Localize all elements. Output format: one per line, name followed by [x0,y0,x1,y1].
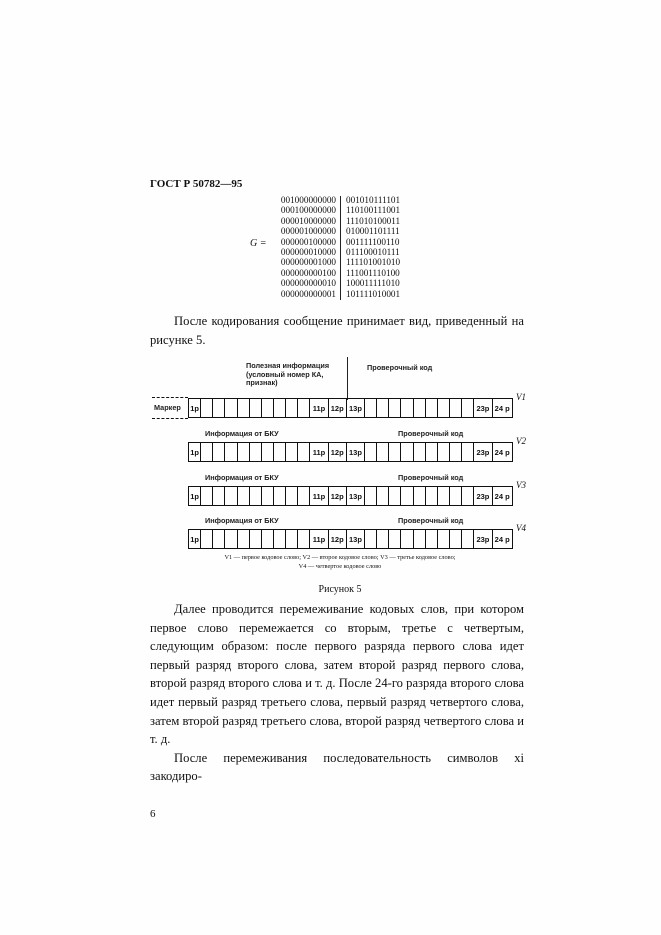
bit-cell [426,487,438,505]
bit-cell [225,487,237,505]
bit-cell [286,530,298,548]
bit-cell [365,487,377,505]
bit-cell [438,443,450,461]
bit-cell: 13р [347,530,365,548]
bit-cell [401,399,413,417]
bit-cell: 24 р [494,447,510,457]
bit-cell [225,443,237,461]
bit-cell [401,443,413,461]
bit-cell [414,399,426,417]
bit-cell [462,530,474,548]
bit-cell [298,530,310,548]
bit-cell [274,443,286,461]
useful-info-label [246,362,344,388]
paragraph: После кодирования сообщение принимает вид, приведенный на рисунке 5. [150,314,524,347]
matrix-row-left: 000000000100 [280,267,336,278]
bit-cell: 1р [189,399,201,417]
bit-cell [201,443,213,461]
bit-cell: 23р [474,487,492,505]
legend-line-2: V4 — четвертое кодовое слово [298,563,382,570]
bit-cell [274,487,286,505]
bit-cell: 12р [329,443,347,461]
bit-cell [262,443,274,461]
matrix-identity-column [276,195,336,299]
bit-cell [286,487,298,505]
bit-cell [213,530,225,548]
bit-cell [450,443,462,461]
matrix-row-right: 100011111010 [346,278,400,289]
bit-cell: 12р [329,399,347,417]
bit-cell: 11р [310,530,328,548]
bit-cell [250,530,262,548]
matrix-row-left: 000100000000 [280,205,336,216]
check-code-label: Проверочный код [398,429,464,438]
paragraph: Далее проводится перемеживание кодовых слов, при котором первое слово перемежается со вторым, третье с четвертым, следующим образом: после первого разряда первого слова идет первый разряд второго слова, затем второй разряд первого слова, второй разряд второго слова и т. д. После 24-го разряда второго слова идет первый разряд третьего слова, первый разряд четвертого слова, затем второй разряд третьего слова, второй разряд четвертого слова и т. д. [150,602,524,747]
bit-cell [238,399,250,417]
codeword-row [188,486,513,506]
bit-cell [450,530,462,548]
bit-cell: 13р [347,399,365,417]
bit-cell [365,530,377,548]
bit-cell [462,399,474,417]
codeword-label: V1 [516,392,526,402]
figure-caption: Рисунок 5 [318,584,362,595]
bit-cell [438,399,450,417]
bit-cell [377,443,389,461]
matrix-parity-column [346,195,400,299]
bit-cell: 24 р [494,403,510,413]
bit-cell: 13р [347,443,365,461]
bit-cell [377,487,389,505]
bit-cell [213,399,225,417]
bit-cell [201,399,213,417]
bit-cell: 13р [347,487,365,505]
bit-cell [438,530,450,548]
bit-cell [225,530,237,548]
bit-cell: 24 р [494,491,510,501]
matrix-label: G = [250,238,267,249]
bit-cell [250,443,262,461]
bit-cell [225,399,237,417]
bit-cell [389,399,401,417]
matrix-row-left: 000010000000 [280,215,336,226]
legend-line-1: V1 — первое кодовое слово; V2 — второе кодовое слово; V3 — третье кодовое слово; [224,554,456,561]
bit-cell: 1р [189,530,201,548]
bit-cell [238,530,250,548]
bit-cell [414,530,426,548]
bit-cell [426,443,438,461]
matrix-row-right: 011100010111 [346,247,400,258]
bit-cell: 12р [329,530,347,548]
paragraph: После перемеживания последовательность символов xi закодиро- [150,750,524,784]
info-bku-label: Информация от БКУ [205,516,279,525]
bit-cell [238,487,250,505]
bit-cell [389,487,401,505]
bit-cell [365,443,377,461]
matrix-row-right: 111001110100 [346,267,400,278]
bit-cell [365,399,377,417]
info-bku-label: Информация от БКУ [205,473,279,482]
bit-cell [238,443,250,461]
marker-dashes-bottom [152,418,188,419]
bit-cell: 23р [474,443,492,461]
codeword-row [188,442,513,462]
document-header: ГОСТ Р 50782—95 [150,178,243,190]
bit-cell [438,487,450,505]
bit-cell [389,530,401,548]
bit-cell [377,530,389,548]
bit-cell [274,399,286,417]
matrix-row-right: 111010100011 [346,215,401,226]
matrix-row-left: 000000010000 [280,247,336,258]
bit-cell: 23р [474,530,492,548]
bit-cell [462,487,474,505]
bit-cell [389,443,401,461]
bit-cell [426,530,438,548]
bit-cell [201,530,213,548]
matrix-row-right: 010001101111 [346,226,400,237]
matrix-row-left: 000000000010 [280,278,336,289]
bit-cell [201,487,213,505]
marker-label: Маркер [154,403,181,412]
bit-cell [414,443,426,461]
bit-cell [298,443,310,461]
bit-cell: 11р [310,487,328,505]
bit-cell [250,399,262,417]
bit-cell [262,530,274,548]
body-text-flow [150,600,524,820]
matrix-row-right: 110100111001 [346,205,401,216]
check-code-label: Проверочный код [398,516,464,525]
bit-cell [462,443,474,461]
matrix-row-left: 001000000000 [280,195,336,205]
useful-info-text: Полезная информация (условный номер КА, признак) [246,361,330,387]
marker-dashes-top [152,397,188,398]
bit-cell [401,530,413,548]
matrix-row-left: 000001000000 [280,226,336,237]
bit-cell [250,487,262,505]
bit-cell [274,530,286,548]
bit-cell: 12р [329,487,347,505]
codeword-label: V3 [516,480,526,490]
bit-cell: 1р [189,443,201,461]
matrix-row-left: 000000000001 [280,288,336,299]
bit-cell: 11р [310,399,328,417]
info-bku-label: Информация от БКУ [205,429,279,438]
bit-cell [298,399,310,417]
bit-cell [286,443,298,461]
check-code-label: Проверочный код [367,363,433,372]
codeword-label: V4 [516,523,526,533]
bit-cell [286,399,298,417]
page-number: 6 [150,807,156,820]
matrix-row-right: 111101001010 [346,257,401,268]
bit-cell [298,487,310,505]
bit-cell [414,487,426,505]
bit-cell [377,399,389,417]
bit-cell [450,487,462,505]
bit-cell [262,399,274,417]
bit-cell [426,399,438,417]
matrix-row-right: 001111100110 [346,236,400,247]
bit-cell [262,487,274,505]
codeword-row [188,398,513,418]
matrix-row-right: 001010111101 [346,195,401,205]
figure-legend [130,553,550,571]
bit-cell: 1р [189,487,201,505]
matrix-row-left: 000000100000 [280,236,336,247]
check-code-label: Проверочный код [398,473,464,482]
bit-cell: 24 р [494,534,510,544]
matrix-divider [340,196,341,300]
vertical-divider [347,357,348,400]
matrix-row-left: 000000001000 [280,257,336,268]
matrix-row-right: 101111010001 [346,288,401,299]
codeword-label: V2 [516,436,526,446]
bit-cell [213,443,225,461]
bit-cell: 23р [474,399,492,417]
codeword-row [188,529,513,549]
bit-cell [450,399,462,417]
bit-cell: 11р [310,443,328,461]
bit-cell [213,487,225,505]
bit-cell [401,487,413,505]
